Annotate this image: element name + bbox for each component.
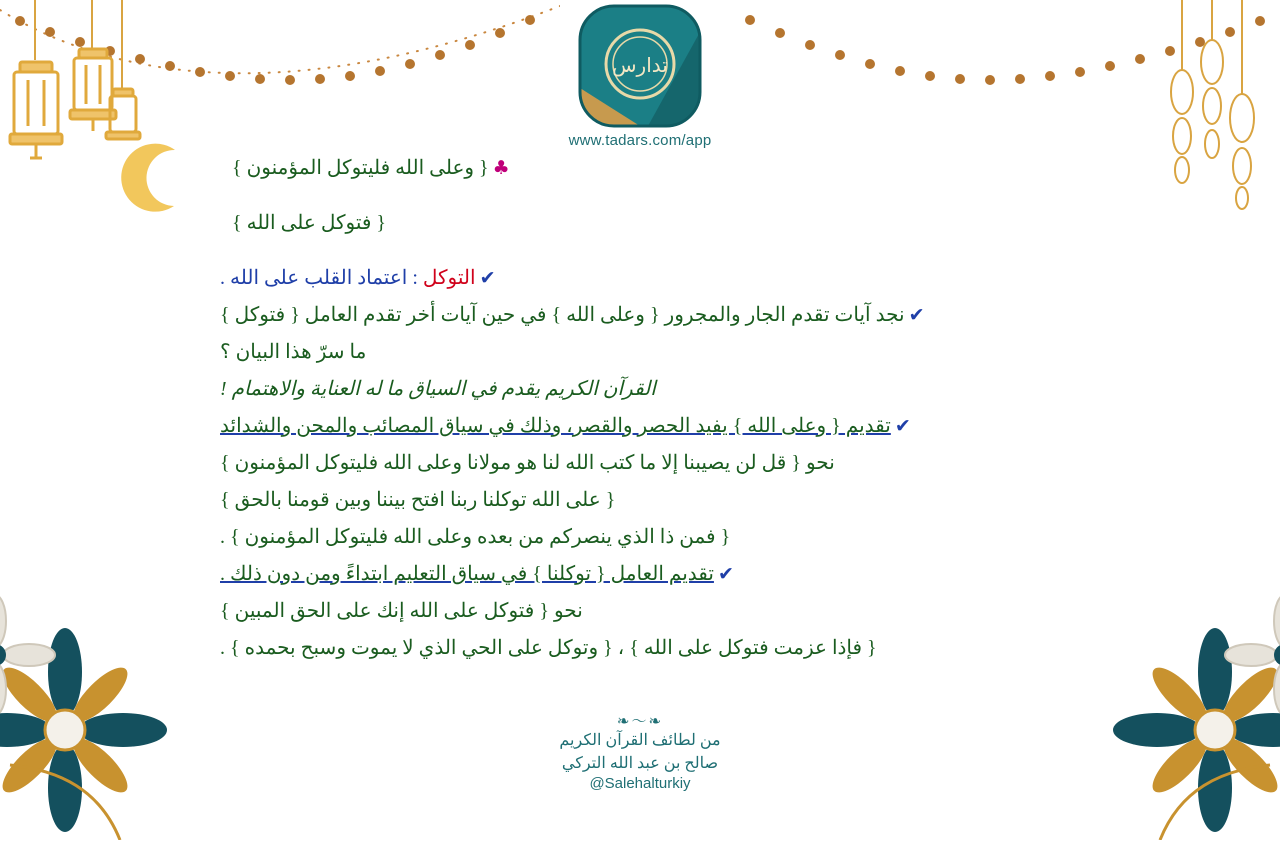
- point-3-ex2: { على الله توكلنا ربنا افتح بيننا وبين قومنا بالحق }: [220, 489, 616, 511]
- footer-line-1: من لطائف القرآن الكريم: [559, 731, 721, 749]
- point-4-ex2: { فإذا عزمت فتوكل على الله } ، { وتوكل على الحي الذي لا يموت وسبح بحمده } .: [220, 637, 877, 659]
- point-4-example-2: [220, 630, 1280, 667]
- point-4-ex1: نحو { فتوكل على الله إنك على الحق المبين }: [220, 600, 583, 622]
- point-2-text-a: نجد آيات تقدم الجار والمجرور { وعلى الله } في حين آيات أخر تقدم العامل { فتوكل }: [220, 304, 905, 326]
- verse-2-text: { فتوكل على الله }: [232, 212, 387, 234]
- point-3-example-1: [220, 445, 1280, 482]
- point-2-text-b: ما سرّ هذا البيان ؟: [220, 341, 367, 363]
- point-1-rest: : اعتماد القلب على الله .: [220, 267, 418, 289]
- verse-1-text: { وعلى الله فليتوكل المؤمنون }: [232, 157, 489, 179]
- lesson-body: [200, 150, 1280, 667]
- check-icon: ✔: [894, 415, 911, 437]
- point-1-term: التوكل: [422, 267, 476, 289]
- tadars-logo-icon: [576, 2, 704, 130]
- check-icon: ✔: [908, 304, 925, 326]
- point-3-example-3: [220, 519, 1280, 556]
- garland-left-decoration: [0, 0, 560, 120]
- point-3-text-a: تقديم { وعلى الله } يفيد الحصر والقصر، وذلك في سياق المصائب والمحن والشدائد: [220, 415, 891, 437]
- club-bullet-icon: ♣: [492, 157, 510, 179]
- point-2-note: القرآن الكريم يقدم في السياق ما له العناية والاهتمام !: [220, 378, 656, 400]
- footer-ornament-icon: ❧～❧: [616, 711, 664, 730]
- point-3-ex3: { فمن ذا الذي ينصركم من بعده وعلى الله فليتوكل المؤمنون } .: [220, 526, 731, 548]
- svg-text:تدارس: تدارس: [612, 53, 668, 77]
- point-2-line-b: [220, 334, 1280, 371]
- point-4-line-a: [220, 556, 1280, 593]
- point-2-line-a: [220, 297, 1280, 334]
- footer-line-2: صالح بن عبد الله التركي: [561, 754, 719, 772]
- point-3-line-a: [220, 408, 1280, 445]
- check-icon: ✔: [717, 563, 734, 585]
- point-2-note-row: [220, 371, 1280, 408]
- point-3-example-2: [220, 482, 1280, 519]
- lanterns-decoration: [0, 0, 220, 230]
- verse-line-2: [220, 205, 1280, 242]
- point-4-example-1: [220, 593, 1280, 630]
- footer-block: [430, 711, 850, 792]
- brand-logo-block: [520, 2, 760, 149]
- point-3-ex1: نحو { قل لن يصيبنا إلا ما كتب الله لنا هو مولانا وعلى الله فليتوكل المؤمنون }: [220, 452, 835, 474]
- point-1: [220, 260, 1280, 297]
- brand-url: www.tadars.com/app: [568, 132, 712, 149]
- check-icon: ✔: [479, 267, 496, 289]
- garland-right-decoration: [720, 0, 1280, 120]
- footer-handle: @Salehalturkiy: [589, 775, 691, 792]
- point-4-text-a: تقديم العامل { توكلنا } في سياق التعليم ابتداءً ومن دون ذلك .: [220, 563, 714, 585]
- verse-line-1: [220, 150, 1280, 187]
